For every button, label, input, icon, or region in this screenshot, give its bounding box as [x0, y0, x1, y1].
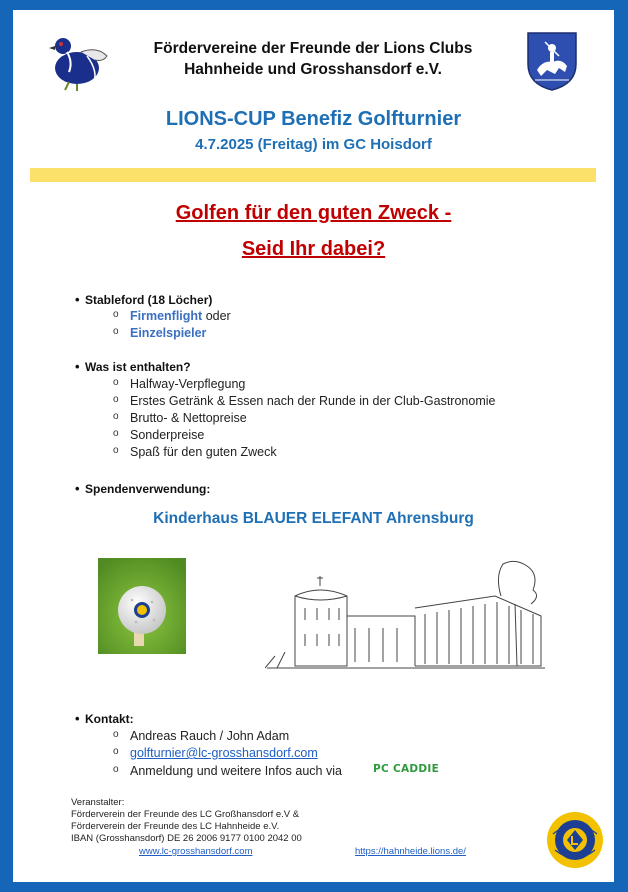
format-option1 [130, 309, 231, 323]
included-item: o Halfway-Verpflegung [130, 377, 245, 391]
footer-line3: Förderverein der Freunde des LC Hahnheide e.V. [71, 821, 280, 832]
footer-link-hahnheide[interactable]: https://hahnheide.lions.de/ [355, 846, 466, 857]
included-item: o Erstes Getränk & Essen nach der Runde in der Club-Gastronomie [130, 394, 495, 408]
beneficiary-name: Kinderhaus BLAUER ELEFANT Ahrensburg [153, 510, 474, 527]
organizer-header-line2: Hahnheide und Grosshansdorf e.V. [184, 61, 442, 78]
donation-heading: • Spendenverwendung: [85, 482, 210, 496]
event-title: LIONS-CUP Benefiz Golfturnier [165, 108, 462, 130]
event-date: 4.7.2025 (Freitag) im GC Hoisdorf [195, 136, 432, 153]
kinderhaus-building-sketch-icon [265, 556, 547, 674]
slogan-line2: Seid Ihr dabei? [241, 238, 386, 260]
included-item: o Spaß für den guten Zweck [130, 445, 277, 459]
included-item: o Sonderpreise [130, 428, 204, 442]
format-option2-label: Einzelspieler [130, 326, 207, 340]
pccaddie-logo-text: PC CADDIE [373, 763, 440, 775]
golf-ball-lions-logo-icon [98, 558, 186, 654]
footer-line4: IBAN (Grosshansdorf) DE 26 2006 9177 0100 2042 00 [71, 833, 302, 844]
contact-names: o Andreas Rauch / John Adam [130, 729, 289, 743]
coat-of-arms-knight-icon [525, 30, 579, 92]
contact-heading: • Kontakt: [85, 712, 134, 726]
footer-link-grosshansdorf[interactable]: www.lc-grosshansdorf.com [139, 846, 253, 857]
contact-email-item [130, 746, 318, 760]
grouse-bird-crest-icon [47, 32, 113, 92]
contact-signup-text: Anmeldung und weitere Infos auch via [130, 764, 342, 778]
pccaddie-logo[interactable] [373, 759, 443, 779]
format-option1-label: Firmenflight [130, 309, 203, 323]
format-heading: • Stableford (18 Löcher) [85, 293, 212, 307]
organizer-header [113, 38, 513, 80]
format-option2 [130, 326, 206, 340]
contact-email-link[interactable]: golfturnier@lc-grosshansdorf.com [130, 746, 318, 760]
included-item: o Brutto- & Nettopreise [130, 411, 247, 425]
contact-signup [130, 764, 342, 778]
format-option1-suffix: oder [202, 309, 231, 323]
footer-line2: Förderverein der Freunde des LC Großhansdorf e.V & [71, 809, 300, 820]
flyer-page [13, 10, 614, 882]
footer-line1: Veranstalter: [71, 797, 125, 808]
organizer-header-line1: Fördervereine der Freunde der Lions Clubs [153, 40, 473, 57]
slogan-line1: Golfen für den guten Zweck - [175, 202, 452, 224]
footer-organizer [71, 797, 302, 845]
yellow-divider [30, 168, 596, 182]
included-heading: • Was ist enthalten? [85, 360, 191, 374]
lions-international-emblem-icon [545, 810, 605, 870]
